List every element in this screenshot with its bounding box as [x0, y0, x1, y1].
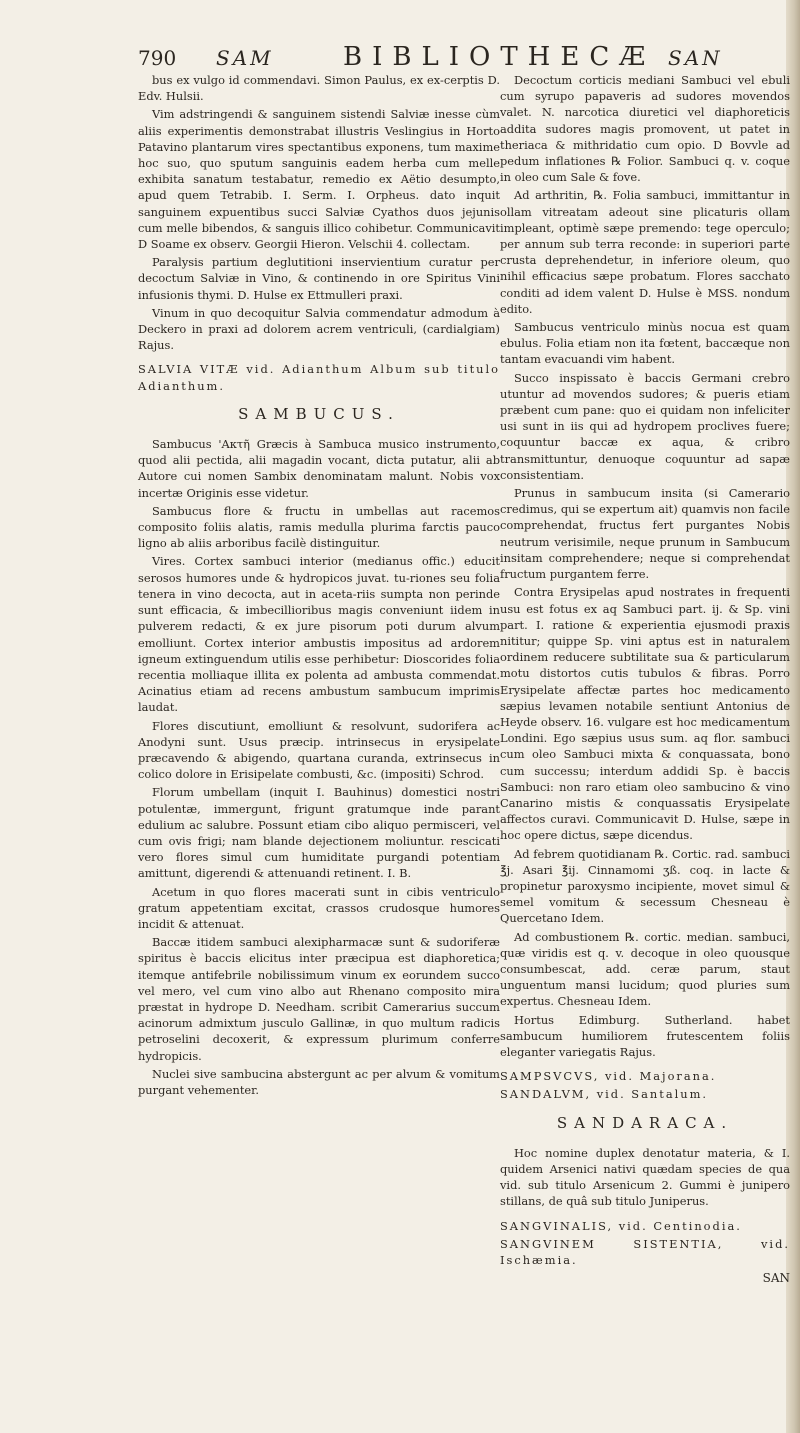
page-number: 790 [138, 46, 177, 70]
section-title: SANDARACA. [556, 1113, 734, 1132]
cross-reference: SANDALVM, vid. Santalum. [500, 1087, 709, 1102]
paragraph: Decoctum corticis mediani Sambuci vel ebuli cum syrupo papaveris ad sudores movendos valet. N. narcotica diuretici vel diaphoreticis addita sudores magis promovent, ut patet in theriaca & mithridatio cum opio. D Bovvle ad pedum inflationes ℞ Folior. Sambuci q. v. coque in oleo cum Sale & fove. [500, 73, 790, 185]
paragraph: Paralysis partium deglutitioni inservientium curatur per decoctum Salviæ in Vino, & continendo in ore Spiritus Vini infusionis thymi. D. Hulse ex Ettmulleri praxi. [138, 255, 500, 302]
paragraph: Vinum in quo decoquitur Salvia commendatur admodum à Deckero in praxi ad dolorem acrem ventriculi, (cardialgiam) Rajus. [138, 305, 500, 353]
paragraph: Vires. Cortex sambuci interior (medianus offic.) educit serosos humores unde & hydropicos juvat. tu-riones seu folia tenera in vino decocta, aut in aceta-riis sumpta non perinde sunt efficacia, & imbecillioribus magis conveniunt iidem in pulverem redacti, & ex jure pisorum poti durum alvum emolliunt. Cortex interior ambustis impositus ad ardorem igneum extinguendum utilis esse perhibetur: Dioscorides folia recentia molliaque illita ex polenta ad ambusta commendat. Acinatius etiam ad recens ambustum sambucum imprimis laudat. [138, 554, 500, 715]
paragraph: Ad arthritin, ℞. Folia sambuci, immittantur in ollam vitreatam adeout sine plicaturis ollam impleant, optimè sæpe premendo: tege operculo; per annum sub terra reconde: in superiori parte crusta deprehendetur, in inferiore oleum, quo nihil efficacius sæpe probatum. Flores sacchato conditi ad idem valent D. Hulse è MSS. nondum edito. [500, 188, 790, 316]
paragraph: Prunus in sambucum insita (si Camerario credimus, qui se expertum ait) quamvis non facile comprehendat, fructus fert purgantes Nobis neutrum verisimile, neque prunum in Sambucum insitam comprehendere; neque si comprehendat fructum purgantem ferre. [500, 486, 790, 582]
catchword: SAN [762, 1271, 790, 1286]
paragraph: Hoc nomine duplex denotatur materia, & I. quidem Arsenici nativi quædam species de qua vid. sub titulo Arsenicum 2. Gummi è junipero stillans, de quâ sub titulo Juniperus. [500, 1145, 790, 1209]
paragraph: Hortus Edimburg. Sutherland. habet sambucum humiliorem frutescentem foliis eleganter variegatis Rajus. [500, 1012, 790, 1059]
paragraph: bus ex vulgo id commendavi. Simon Paulus, ex ex-cerptis D. Edv. Hulsii. [138, 73, 500, 104]
paragraph: Vim adstringendi & sanguinem sistendi Salviæ inesse cùm aliis experimentis demonstrabat illustris Veslingius in Horto Patavino plantarum vires spectantibus exponens, tum maxime hoc suo, quo sputum sanguinis eadem herba cum melle exhibita sanatum testabatur, remedio ex Aëtio desumpto, apud quem Tetrabib. I. Serm. I. Orpheus. dato inquit sanguinem expuentibus succi Salviæ Cyathos duos jejunis cum melle bibendos, & sanguis illico cohibetur. Communicavit D Soame ex observ. Georgii Hieron. Velschii 4. collectam. [138, 107, 500, 252]
paragraph: Acetum in quo flores macerati sunt in cibis ventriculo gratum appetentiam excitat, crassos crudosque humores incidit & attenuat. [138, 884, 500, 931]
cross-reference: SANGVINALIS, vid. Centinodia. [500, 1218, 742, 1233]
cross-reference: SALVIA VITÆ vid. Adianthum Album sub titulo Adianthum. [138, 362, 500, 393]
paragraph: Baccæ itidem sambuci alexipharmacæ sunt & sudoriferæ spiritus è baccis elicitus inter præcipua est diaphoretica; itemque antifebrile nobilissimum vinum ex eorundem succo vel mero, vel cum vino albo aut Rhenano composito mira præstat in hydrope D. Needham. scribit Camerarius succum acinorum admixtum jusculo Gallinæ, in quo multum radicis petroselini decoxerit, & expressum plurimum conferre hydropicis. [138, 935, 500, 1063]
left-running-head: SAM [216, 46, 274, 70]
paragraph: Succo inspissato è baccis Germani crebro utuntur ad movendos sudores; & pueris etiam præbent cum pane: quo ei quidam non infeliciter usi sunt in iis qui ad hydropem proclives fuere; coquuntur baccæ ex aqua, & cribro transmittuntur, denuoque coquuntur ad sapæ consistentiam. [500, 370, 790, 482]
paragraph: Sambucus ventriculo minùs nocua est quam ebulus. Folia etiam non ita fœtent, baccæque non tantam evacuandi vim habent. [500, 320, 790, 367]
cross-reference: SAMPSVCVS, vid. Majorana. [500, 1069, 717, 1084]
paragraph: Ad combustionem ℞. cortic. median. sambuci, quæ viridis est q. v. decoque in oleo quousque consumbescat, add. ceræ parum, staut unguentum mansi lucidum; quod pluries sum expertus. Chesneau Idem. [500, 929, 790, 1009]
running-title: BIBLIOTHECÆ [343, 42, 656, 72]
left-column [138, 72, 500, 1100]
paragraph: Nuclei sive sambucina abstergunt ac per alvum & vomitum purgant vehementer. [138, 1066, 500, 1097]
paragraph: Ad febrem quotidianam ℞. Cortic. rad. sambuci ℥j. Asari ℥ij. Cinnamomi ʒß. coq. in lacte & propinetur paroxysmo incipiente, movet simul & semel vomitum & secessum Chesneau è Quercetano Idem. [500, 846, 790, 926]
right-column [500, 72, 790, 1288]
paragraph: Sambucus 'Ακτῆ Græcis à Sambuca musico instrumento, quod alii pectida, alii magadin vocant, dicta putatur, alii ab Autore cui nomen Sambix denominatam malunt. Nobis vox incertæ Originis esse videtur. [138, 437, 500, 500]
paragraph: Florum umbellam (inquit I. Bauhinus) domestici nostri potulentæ, immergunt, frigunt gratumque inde parant edulium ac salubre. Possunt etiam cibo aliquo permisceri, vel cum ovis frigi; nam blande dejectionem moliuntur. rescicati vero flores simul cum humiditate purgandi potentiam amittunt, digerendi & attenuandi retinent. I. B. [138, 785, 500, 881]
section-title: SAMBUCUS. [238, 404, 400, 423]
right-running-head: SAN [668, 46, 723, 70]
paragraph: Sambucus flore & fructu in umbellas aut racemos composito foliis alatis, ramis medulla plurima farctis pauco ligno ab aliis arboribus facilè distinguitur. [138, 503, 500, 551]
paragraph: Contra Erysipelas apud nostrates in frequenti usu est fotus ex aq Sambuci part. ij. & Sp. vini part. I. ratione & experientia ejusmodi praxis nititur; quippe Sp. vini aptus est in naturalem ordinem reducere subtilitate sua & particularum motu distortos cutis tubulos & fibras. Porro Erysipelate affectæ partes hoc medicamento sæpius levamen notabile sentiunt Antonius de Heyde observ. 16. vulgare est hoc medicamentum Londini. Ego sæpius usus sum. aq flor. sambuci cum oleo Sambuci mixta & conquassata, bono cum successu; interdum addidi Sp. è baccis Sambuci: non raro etiam oleo sambucino & vino Canarino mistis & conquassatis Erysipelate affectos curavi. Communicavit D. Hulse, sæpe in hoc opere dictus, sæpe dicendus. [500, 585, 790, 843]
paragraph: Flores discutiunt, emolliunt & resolvunt, sudorifera ac Anodyni sunt. Usus præcip. intrinsecus in erysipelate præcavendo & abigendo, quartana curanda, extrinsecus in colico dolore in Erisipelate combusti, &c. (impositi) Schrod. [138, 718, 500, 782]
cross-reference: SANGVINEM SISTENTIA, vid. Ischæmia. [500, 1236, 790, 1268]
